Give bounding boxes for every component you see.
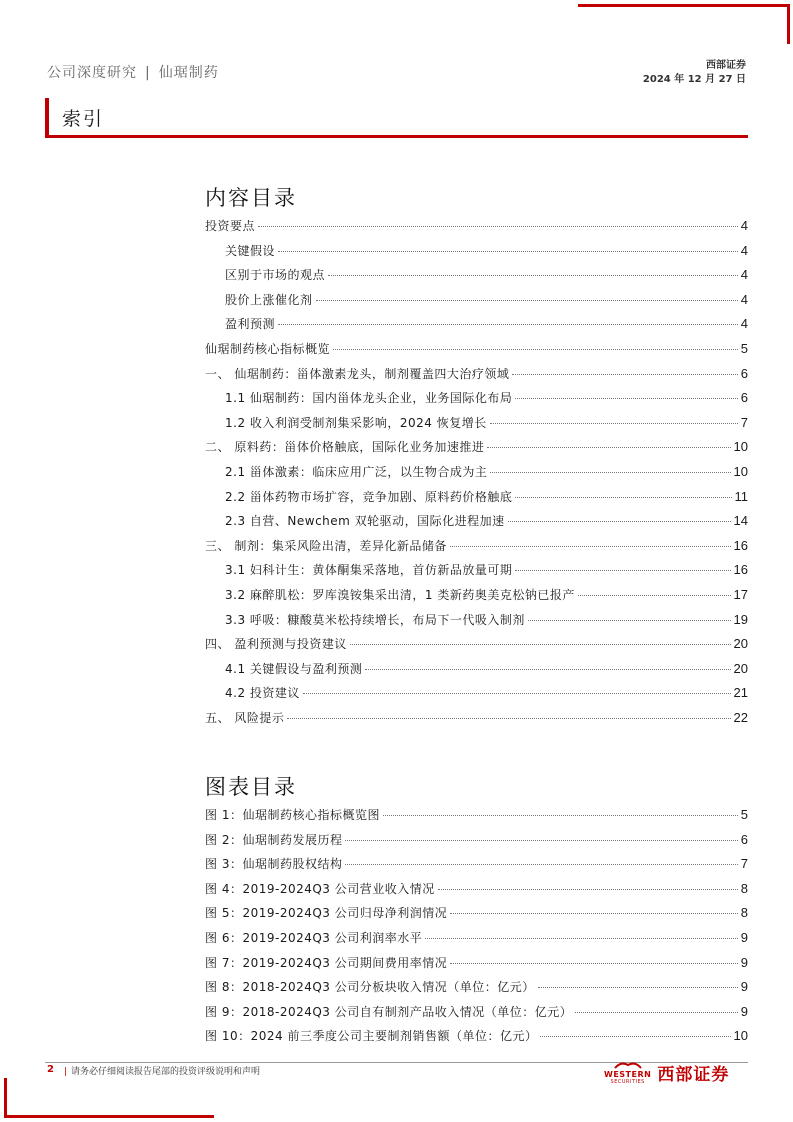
toc-entry[interactable] — [205, 611, 748, 636]
toc-entry[interactable] — [205, 291, 748, 316]
toc-entry-label: 1.1 仙琚制药：国内甾体龙头企业，业务国际化布局 — [225, 391, 513, 406]
header-separator: | — [145, 65, 151, 81]
figure-entry-label: 图 7：2019-2024Q3 公司期间费用率情况 — [205, 955, 448, 970]
toc-entry-label: 2.3 自营、Newchem 双轮驱动，国际化进程加速 — [225, 514, 505, 529]
toc-entry-label: 区别于市场的观点 — [225, 268, 326, 283]
figure-leader-dots — [538, 987, 738, 988]
figure-entry[interactable] — [205, 954, 748, 979]
section-accent-bar — [45, 98, 49, 138]
figure-entry-page: 8 — [740, 880, 748, 896]
figure-leader-dots — [345, 864, 737, 865]
toc-entry[interactable] — [205, 242, 748, 267]
toc-entry[interactable] — [205, 340, 748, 365]
toc-leader-dots — [490, 423, 738, 424]
figure-entry-page: 9 — [740, 979, 748, 995]
figure-leader-dots — [345, 840, 737, 841]
figure-entry[interactable] — [205, 831, 748, 856]
toc-entry-label: 五、 风险提示 — [205, 710, 285, 725]
toc-entry[interactable] — [205, 217, 748, 242]
figure-entry-page: 8 — [740, 905, 748, 921]
corner-decoration-bottom-left-vertical — [4, 1078, 7, 1118]
company-name: 仙琚制药 — [158, 65, 219, 81]
toc-leader-dots — [258, 226, 738, 227]
toc-leader-dots — [328, 275, 738, 276]
toc-entry-page: 16 — [733, 537, 748, 553]
toc-leader-dots — [278, 251, 738, 252]
toc-entry[interactable] — [205, 438, 748, 463]
figure-entry[interactable] — [205, 904, 748, 929]
figure-leader-dots — [383, 815, 738, 816]
logo-en-sub: SECURITIES — [610, 1079, 645, 1085]
toc-leader-dots — [278, 324, 738, 325]
toc-entry-page: 10 — [733, 463, 748, 479]
toc-entry-label: 盈利预测 — [225, 317, 276, 332]
toc-entry-label: 4.2 投资建议 — [225, 686, 300, 701]
figure-entry-page: 10 — [733, 1028, 748, 1044]
figures-title: 图表目录 — [205, 775, 297, 799]
toc-entry-label: 关键假设 — [225, 243, 276, 258]
toc-entry-label: 四、 盈利预测与投资建议 — [205, 637, 347, 652]
toc-leader-dots — [578, 595, 731, 596]
toc-entry-label: 二、 原料药：甾体价格触底，国际化业务加速推进 — [205, 440, 485, 455]
figure-entry[interactable] — [205, 880, 748, 905]
toc-leader-dots — [487, 447, 730, 448]
toc-entry[interactable] — [205, 488, 748, 513]
toc-entry-page: 21 — [733, 685, 748, 701]
toc-entry-page: 4 — [740, 267, 748, 283]
figure-leader-dots — [575, 1012, 738, 1013]
toc-entry-label: 2.1 甾体激素：临床应用广泛，以生物合成为主 — [225, 464, 488, 479]
footer-page-number: 2 — [47, 1064, 54, 1075]
toc-entry-page: 6 — [740, 365, 748, 381]
toc-entry[interactable] — [205, 315, 748, 340]
section-title: 索引 — [62, 108, 105, 130]
toc-entry-label: 一、 仙琚制药：甾体激素龙头，制剂覆盖四大治疗领域 — [205, 366, 510, 381]
figures-list — [205, 806, 748, 1052]
toc-entry-page: 4 — [740, 218, 748, 233]
toc-entry[interactable] — [205, 561, 748, 586]
figure-entry[interactable] — [205, 1003, 748, 1028]
figure-entry-page: 5 — [740, 807, 748, 822]
figure-entry[interactable] — [205, 1027, 748, 1052]
toc-entry[interactable] — [205, 389, 748, 414]
figure-entry-label: 图 2：仙琚制药发展历程 — [205, 832, 343, 847]
figure-entry-page: 9 — [740, 1003, 748, 1019]
figure-entry[interactable] — [205, 929, 748, 954]
toc-entry-page: 22 — [733, 709, 748, 725]
toc-leader-dots — [515, 570, 730, 571]
toc-leader-dots — [515, 497, 731, 498]
logo-en-text: WESTERN — [604, 1070, 652, 1079]
toc-entry-label: 投资要点 — [205, 219, 256, 233]
section-underline — [45, 135, 748, 138]
toc-leader-dots — [528, 620, 731, 621]
toc-leader-dots — [512, 374, 737, 375]
toc-entry-page: 17 — [733, 586, 748, 602]
figure-entry-label: 图 3：仙琚制药股权结构 — [205, 857, 343, 872]
toc-leader-dots — [508, 521, 731, 522]
toc-leader-dots — [450, 546, 731, 547]
footer-disclaimer-text: 请务必仔细阅读报告尾部的投资评级说明和声明 — [71, 1067, 261, 1077]
toc-leader-dots — [365, 669, 730, 670]
toc-entry[interactable] — [205, 266, 748, 291]
toc-list — [205, 217, 748, 733]
bull-horns-icon — [613, 1060, 643, 1070]
toc-entry-label: 3.1 妇科计生：黄体酮集采落地，首仿新品放量可期 — [225, 563, 513, 578]
toc-entry-label: 3.2 麻醉肌松：罗库溴铵集采出清，1 类新药奥美克松钠已报产 — [225, 587, 575, 602]
toc-entry[interactable] — [205, 660, 748, 685]
toc-entry[interactable] — [205, 365, 748, 390]
toc-entry[interactable] — [205, 635, 748, 660]
figure-entry-label: 图 10：2024 前三季度公司主要制剂销售额（单位：亿元） — [205, 1029, 538, 1044]
figure-leader-dots — [438, 889, 738, 890]
toc-entry[interactable] — [205, 684, 748, 709]
figure-entry[interactable] — [205, 806, 748, 831]
figure-leader-dots — [450, 913, 738, 914]
toc-entry-page: 20 — [733, 660, 748, 676]
corner-decoration-top-right-horizontal — [578, 4, 790, 7]
toc-leader-dots — [350, 644, 731, 645]
corner-decoration-top-right-vertical — [787, 4, 790, 44]
toc-entry-page: 14 — [733, 513, 748, 529]
figure-entry-label: 图 4：2019-2024Q3 公司营业收入情况 — [205, 881, 435, 896]
figure-entry-page: 6 — [740, 831, 748, 847]
toc-entry-label: 股价上涨催化剂 — [225, 292, 313, 307]
toc-leader-dots — [303, 693, 731, 694]
toc-leader-dots — [287, 718, 730, 719]
toc-leader-dots — [490, 472, 730, 473]
toc-entry[interactable] — [205, 512, 748, 537]
report-type: 公司深度研究 — [47, 65, 137, 81]
toc-entry[interactable] — [205, 463, 748, 488]
company-logo — [604, 1060, 729, 1085]
toc-entry-page: 4 — [740, 242, 748, 258]
header-date: 2024 年 12 月 27 日 — [642, 74, 746, 85]
toc-entry[interactable] — [205, 414, 748, 439]
corner-decoration-bottom-left-horizontal — [4, 1115, 214, 1118]
toc-entry-label: 仙琚制药核心指标概览 — [205, 341, 331, 356]
figure-entry-page: 9 — [740, 929, 748, 945]
toc-entry-label: 3.3 呼吸：糠酸莫米松持续增长，布局下一代吸入制剂 — [225, 612, 525, 627]
toc-entry-label: 三、 制剂：集采风险出清，差异化新品储备 — [205, 538, 447, 553]
toc-entry-page: 6 — [740, 390, 748, 406]
toc-entry-page: 7 — [740, 414, 748, 430]
toc-entry-page: 10 — [733, 439, 748, 455]
toc-entry[interactable] — [205, 537, 748, 562]
toc-entry[interactable] — [205, 586, 748, 611]
toc-leader-dots — [316, 300, 738, 301]
figure-leader-dots — [425, 938, 738, 939]
header-left — [47, 62, 219, 82]
toc-entry-label: 4.1 关键假设与盈利预测 — [225, 661, 363, 676]
footer-separator: | — [64, 1067, 68, 1077]
toc-entry-label: 1.2 收入利润受制剂集采影响，2024 恢复增长 — [225, 415, 487, 430]
figure-entry-label: 图 9：2018-2024Q3 公司自有制剂产品收入情况（单位：亿元） — [205, 1004, 573, 1019]
figure-entry-label: 图 8：2018-2024Q3 公司分板块收入情况（单位：亿元） — [205, 980, 535, 995]
toc-leader-dots — [333, 349, 738, 350]
toc-entry-page: 5 — [740, 340, 748, 356]
figure-entry-page: 9 — [740, 954, 748, 970]
figure-entry-label: 图 6：2019-2024Q3 公司利润率水平 — [205, 930, 423, 945]
toc-entry-page: 4 — [740, 291, 748, 307]
logo-chinese: 西部证券 — [657, 1065, 730, 1085]
toc-leader-dots — [515, 398, 737, 399]
toc-entry[interactable] — [205, 709, 748, 734]
logo-english — [604, 1060, 651, 1085]
toc-title: 内容目录 — [205, 186, 297, 210]
header-brand: 西部证券 — [706, 60, 746, 71]
figure-entry[interactable] — [205, 978, 748, 1003]
figure-entry-label: 图 1：仙琚制药核心指标概览图 — [205, 808, 380, 822]
toc-entry-page: 20 — [733, 636, 748, 652]
toc-entry-page: 19 — [733, 611, 748, 627]
figure-entry-label: 图 5：2019-2024Q3 公司归母净利润情况 — [205, 906, 448, 921]
figure-entry-page: 7 — [740, 856, 748, 872]
toc-entry-page: 11 — [734, 488, 748, 504]
toc-entry-page: 16 — [733, 562, 748, 578]
figure-entry[interactable] — [205, 855, 748, 880]
figure-leader-dots — [540, 1036, 730, 1037]
toc-entry-page: 4 — [740, 316, 748, 332]
footer-disclaimer — [64, 1064, 260, 1077]
toc-entry-label: 2.2 甾体药物市场扩容，竞争加剧、原料药价格触底 — [225, 489, 513, 504]
figure-leader-dots — [450, 963, 738, 964]
